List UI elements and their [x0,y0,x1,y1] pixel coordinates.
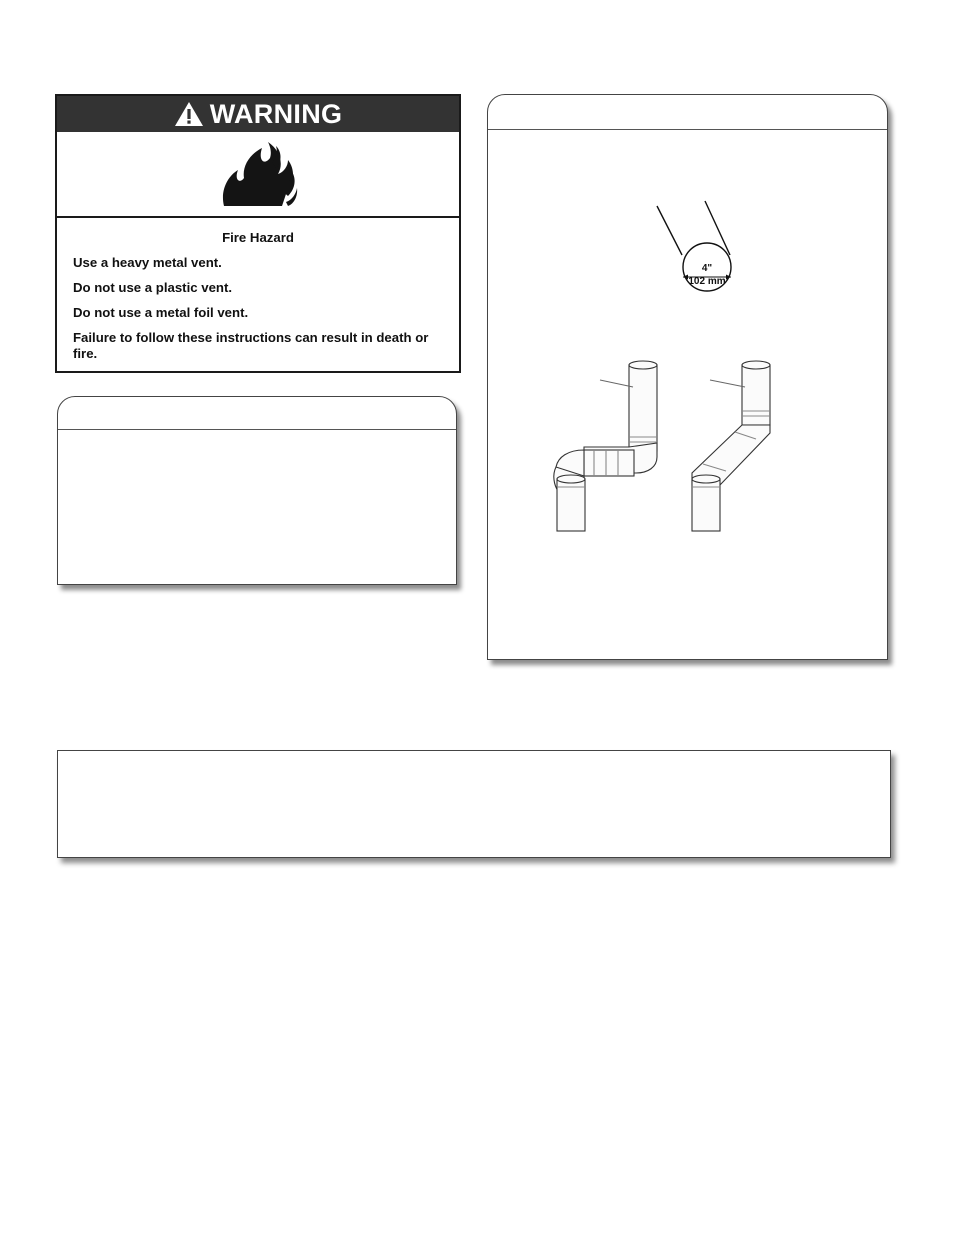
warning-triangle-icon [174,101,204,127]
warning-title: Fire Hazard [222,230,294,245]
warning-line: Failure to follow these instructions can result in death or fire. [73,330,429,361]
vent-diagram [488,95,887,659]
left-info-box [57,396,457,585]
diameter-mm-label: 102 mm [688,276,726,287]
warning-line: Do not use a plastic vent. [73,280,233,295]
warning-header [57,96,459,132]
warning-header-text: WARNING [209,98,343,129]
segmented-elbow-vent [554,361,657,531]
diameter-in-label: 4" [701,263,713,274]
vent-diagram-box [487,94,888,660]
left-box-header-rule [58,429,456,430]
angled-offset-vent [692,361,770,531]
warning-line: Use a heavy metal vent. [73,255,222,270]
fire-pictogram [57,132,459,218]
bottom-info-box [57,750,891,858]
warning-line: Do not use a metal foil vent. [73,305,249,320]
fire-icon [218,140,298,208]
fire-hazard-warning [55,94,461,373]
